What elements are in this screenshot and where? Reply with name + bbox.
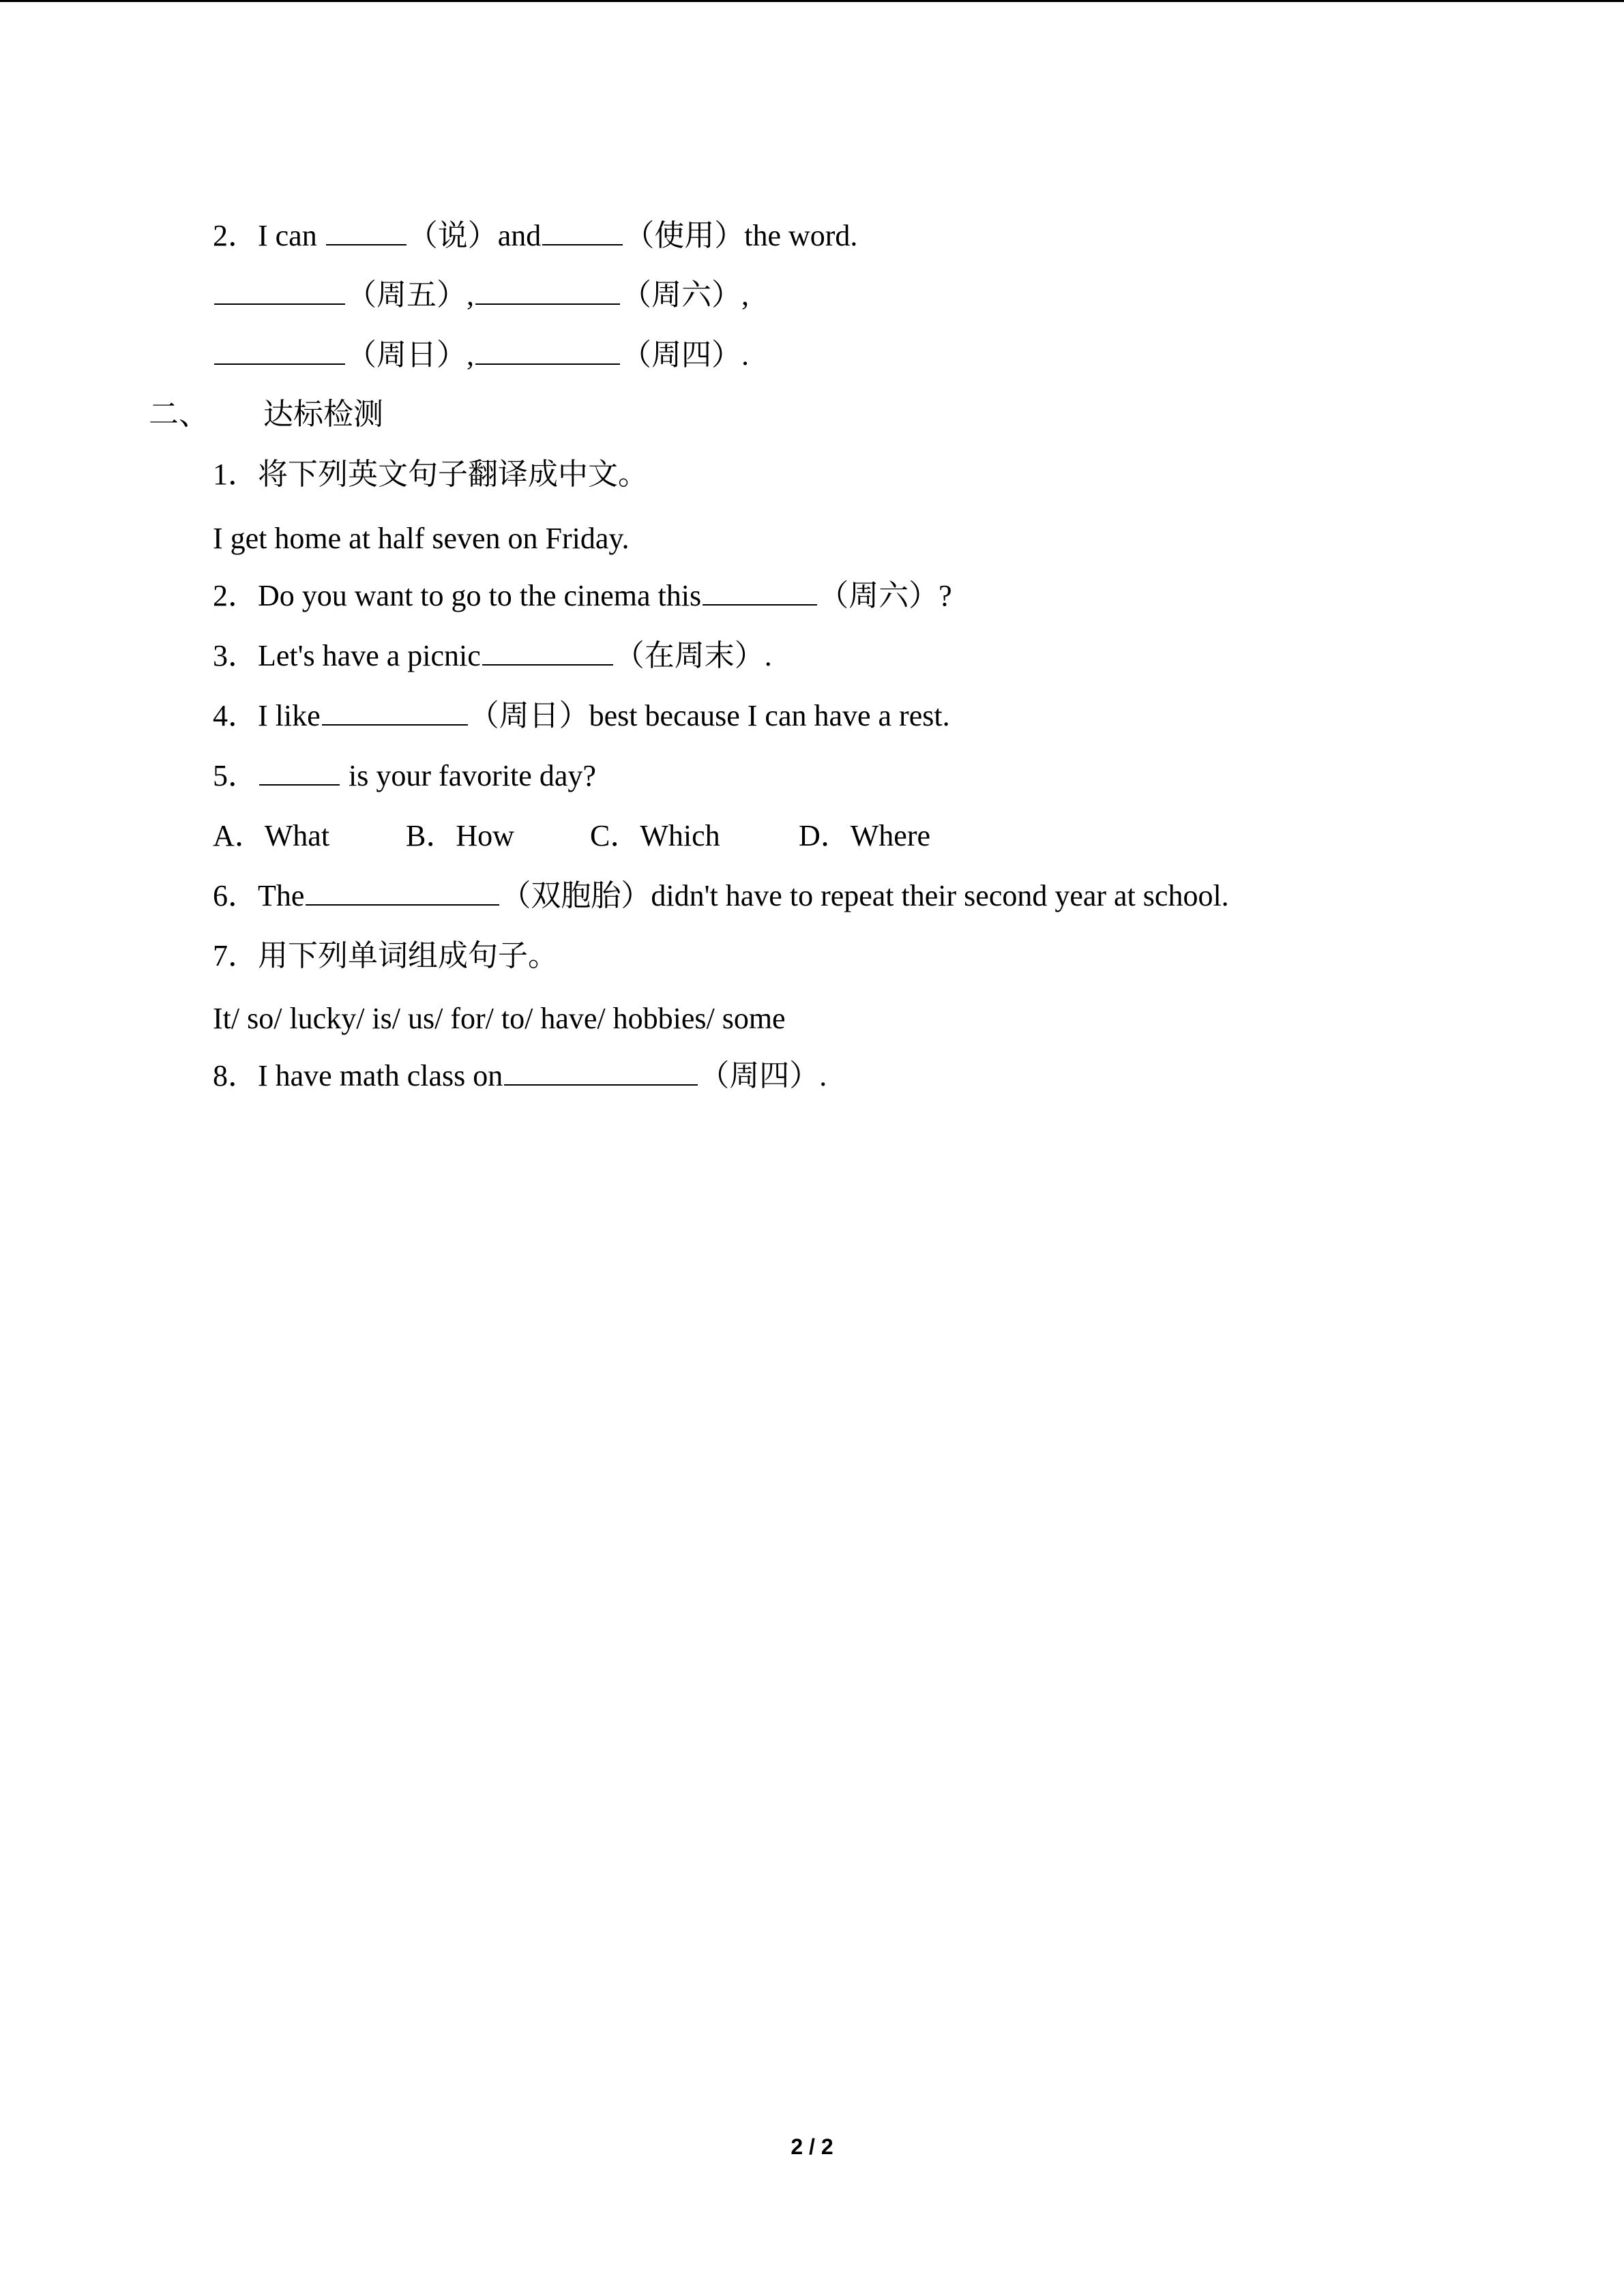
answer-blank[interactable] <box>542 217 623 245</box>
page-number: 2 / 2 <box>791 2134 833 2159</box>
answer-blank[interactable] <box>259 757 340 786</box>
answer-blank[interactable] <box>482 637 613 666</box>
question-2-line: 2．I can （说）and （使用）the word. <box>213 217 857 255</box>
answer-blank[interactable] <box>322 697 468 726</box>
weekday-line-1: （周五）, （周六）, <box>213 276 749 314</box>
question-7: 7．用下列单词组成句子。 <box>213 939 558 972</box>
answer-blank[interactable] <box>703 577 817 606</box>
top-border <box>0 0 1624 2</box>
answer-blank[interactable] <box>214 336 345 365</box>
question-1: 1．将下列英文句子翻译成中文。 <box>213 458 648 491</box>
option-d[interactable]: D．Where <box>799 819 931 852</box>
question-4: 4．I like （周日）best because I can have a rest. <box>213 697 950 735</box>
question-7-words: It/ so/ lucky/ is/ us/ for/ to/ have/ hobbies/ some <box>213 1002 786 1035</box>
answer-blank[interactable] <box>306 877 499 906</box>
weekday-line-2: （周日）, （周四）. <box>213 336 749 374</box>
answer-blank[interactable] <box>214 276 345 305</box>
question-5-options <box>213 817 930 855</box>
question-8: 8．I have math class on （周四）. <box>213 1057 827 1095</box>
question-5: 5． is your favorite day? <box>213 757 596 795</box>
answer-blank[interactable] <box>504 1057 698 1086</box>
section-2-title: 达标检测 <box>263 398 383 431</box>
option-a[interactable]: A．What <box>213 819 330 852</box>
option-c[interactable]: C．Which <box>590 819 720 852</box>
question-6: 6．The （双胞胎）didn't have to repeat their second year at school. <box>213 877 1229 915</box>
option-b[interactable]: B．How <box>406 819 514 852</box>
question-1-sentence: I get home at half seven on Friday. <box>213 522 630 555</box>
question-2: 2．Do you want to go to the cinema this （周六）? <box>213 577 952 615</box>
answer-blank[interactable] <box>475 336 620 365</box>
answer-blank[interactable] <box>475 276 620 305</box>
section-2-number: 二、 <box>149 398 209 431</box>
answer-blank[interactable] <box>326 217 407 245</box>
question-3: 3．Let's have a picnic （在周末）. <box>213 637 772 675</box>
